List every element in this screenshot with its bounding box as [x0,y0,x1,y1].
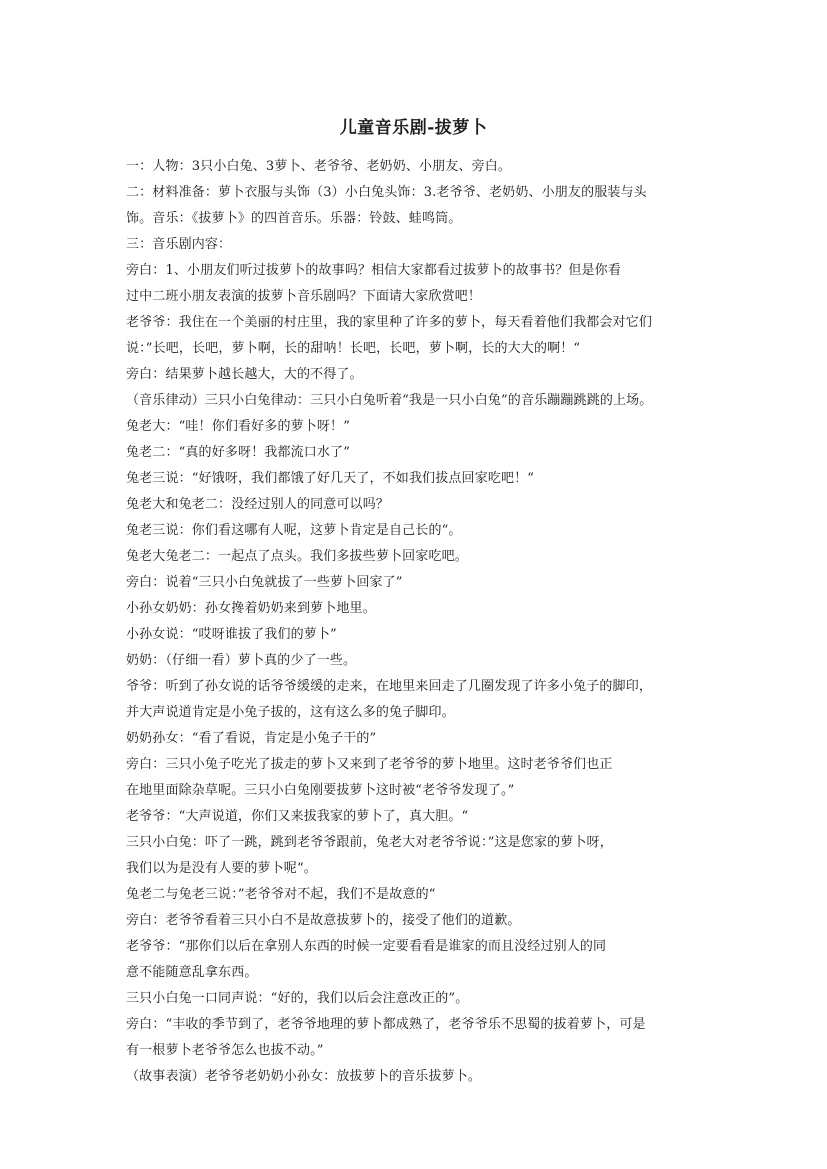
text-line: 小孙女说：“哎呀谁拔了我们的萝卜” [126,627,337,642]
text-line: 三只小白兔一口同声说：“好的，我们以后会注意改正的”。 [126,991,469,1006]
text-line: 我们以为是没有人要的萝卜呢“。 [126,861,317,876]
text-line: 旁白：说着“三只小白兔就拔了一些萝卜回家了” [126,575,403,590]
text-line: 一：人物：3只小白兔、3萝卜、老爷爷、老奶奶、小朋友、旁白。 [126,159,512,174]
text-line: 在地里面除杂草呢。三只小白兔刚要拔萝卜这时被“老爷爷发现了。” [126,783,515,798]
text-line: （故事表演）老爷爷老奶奶小孙女：放拔萝卜的音乐拔萝卜。 [126,1069,482,1084]
text-line: 兔老三说：“好饿呀，我们都饿了好几天了，不如我们拔点回家吃吧！“ [126,471,535,486]
text-line: 兔老大兔老二：一起点了点头。我们多拔些萝卜回家吃吧。 [126,549,468,564]
text-line: 旁白：1、小朋友们听过拔萝卜的故事吗？相信大家都看过拔萝卜的故事书？但是你看 [126,263,621,278]
text-line: 三只小白兔：吓了一跳，跳到老爷爷跟前，兔老大对老爷爷说：”这是您家的萝卜呀， [126,835,613,850]
text-line: 兔老二与兔老三说：”老爷爷对不起，我们不是故意的“ [126,887,436,902]
text-line: 小孙女奶奶：孙女搀着奶奶来到萝卜地里。 [126,601,376,616]
text-line: 老爷爷：“那你们以后在拿别人东西的时候一定要看看是谁家的而且没经过别人的同 [126,939,607,954]
text-line: 二：材料准备：萝卜衣服与头饰（3）小白兔头饰：3.老爷爷、老奶奶、小朋友的服装与头 [126,185,647,200]
text-line: （音乐律动）三只小白兔律动：三只小白兔听着“我是一只小白兔”的音乐蹦蹦跳跳的上场。 [126,393,653,408]
text-line: 奶奶：（仔细一看）萝卜真的少了一些。 [126,653,357,668]
text-line: 兔老二：“真的好多呀！我都流口水了” [126,445,350,460]
text-line: 饰。音乐：《拔萝卜》的四首音乐。乐器：铃鼓、蛙鸣筒。 [126,211,462,226]
text-line: 老爷爷：“大声说道，你们又来拔我家的萝卜了，真大胆。“ [126,809,469,824]
text-line: 说：”长吧，长吧，萝卜啊，长的甜呐！长吧，长吧，萝卜啊，长的大大的啊！“ [126,341,581,356]
text-line: 奶奶孙女：“看了看说，肯定是小兔子干的” [126,731,377,746]
text-line: 并大声说道肯定是小兔子拔的，这有这么多的兔子脚印。 [126,705,455,720]
text-line: 过中二班小朋友表演的拔萝卜音乐剧吗？下面请大家欣赏吧！ [126,289,482,304]
text-line: 旁白：“丰收的季节到了，老爷爷地理的萝卜都成熟了，老爷爷乐不思蜀的拔着萝卜，可是 [126,1017,646,1032]
text-line: 有一根萝卜老爷爷怎么也拔不动。” [126,1043,324,1058]
text-line: 三：音乐剧内容： [126,237,232,252]
text-line: 意不能随意乱拿东西。 [126,965,258,980]
text-line: 旁白：三只小兔子吃光了拔走的萝卜又来到了老爷爷的萝卜地里。这时老爷爷们也正 [126,757,613,772]
text-line: 爷爷：听到了孙女说的话爷爷缓缓的走来，在地里来回走了几圈发现了许多小兔子的脚印， [126,679,653,694]
document-body [126,154,726,1090]
text-line: 旁白：结果萝卜越长越大，大的不得了。 [126,367,363,382]
text-line: 老爷爷：我住在一个美丽的村庄里，我的家里种了许多的萝卜，每天看着他们我都会对它们 [126,315,653,330]
text-line: 兔老大和兔老二：没经过别人的同意可以吗？ [126,497,390,512]
text-line: 兔老三说：你们看这哪有人呢，这萝卜肯定是自己长的“。 [126,523,462,538]
document-title: 儿童音乐剧-拔萝卜 [339,118,488,138]
text-line: 旁白：老爷爷看着三只小白不是故意拔萝卜的，接受了他们的道歉。 [126,913,521,928]
text-line: 兔老大：“哇！你们看好多的萝卜呀！” [126,419,350,434]
